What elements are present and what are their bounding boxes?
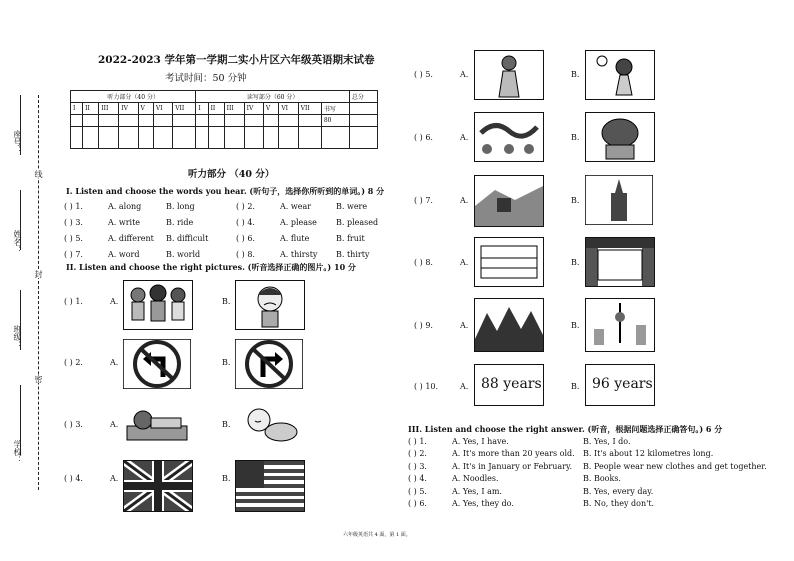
total-header: 总分 — [349, 91, 377, 103]
option-a: A. flute — [280, 234, 310, 243]
great-wall-picture — [474, 175, 544, 227]
city-tower-picture — [585, 298, 655, 352]
item-number: ( ) 5. — [64, 234, 83, 243]
statue-picture — [474, 50, 544, 100]
option-a: A. write — [108, 218, 141, 227]
seat-number-label: 座号： — [13, 130, 22, 154]
item-number: ( ) 6. — [236, 234, 255, 243]
years-a-text: 88 years — [481, 376, 542, 392]
no-right-turn-sign — [235, 339, 303, 389]
col-label: II — [208, 103, 224, 115]
theatre-stage-picture — [585, 237, 655, 287]
name-label: 姓名： — [13, 230, 22, 254]
item-number: ( ) 5. — [408, 486, 427, 496]
option-a: A. Yes, I am. — [452, 486, 502, 496]
item-number: ( ) 8. — [236, 250, 255, 259]
col-label: VII — [173, 103, 196, 115]
item-number: ( ) 4. — [64, 474, 83, 483]
option-b-label: B. — [222, 358, 231, 367]
exam-title: 2022-2023 学年第一学期二实小片区六年级英语期末试卷 — [98, 54, 375, 66]
col-label: I — [71, 103, 83, 115]
item-number: ( ) 2. — [408, 449, 427, 459]
option-b: B. fruit — [336, 234, 365, 243]
us-flag-picture — [235, 460, 305, 512]
option-a-label: A. — [460, 133, 469, 142]
option-b: B. pleased — [336, 218, 379, 227]
option-b-label: B. — [222, 297, 231, 306]
exam-time: 考试时间：50 分钟 — [165, 73, 247, 84]
school-label: 学校： — [13, 440, 22, 464]
item-number: ( ) 1. — [64, 297, 83, 306]
option-a-label: A. — [460, 196, 469, 205]
section1-heading: I. Listen and choose the words you hear. (听句子，选择你所听到的单词。) 8 分 — [66, 186, 385, 196]
col-label: VI — [153, 103, 172, 115]
option-a: A. Yes, they do. — [452, 499, 514, 508]
item-number: ( ) 9. — [414, 321, 433, 330]
sleeping-baby-picture — [235, 400, 303, 446]
option-a-label: A. — [110, 420, 119, 429]
years-b-text: 96 years — [592, 376, 653, 392]
dragon-dance-picture — [474, 112, 544, 162]
col-label: II — [83, 103, 99, 115]
col-label: I — [196, 103, 208, 115]
col-label: III — [224, 103, 244, 115]
listen-part-header: 听力部分（40 分） — [71, 91, 196, 103]
option-a-label: A. — [460, 70, 469, 79]
section3-heading: III. Listen and choose the right answer. (听音，根据问题选择正确答句。) 6 分 — [408, 424, 723, 434]
option-b-label: B. — [571, 258, 580, 267]
section2-heading: II. Listen and choose the right pictures. (听音选择正确的图片。) 10 分 — [66, 262, 356, 272]
option-b: B. thirty — [336, 250, 370, 259]
item-number: ( ) 1. — [64, 202, 83, 211]
option-b-label: B. — [222, 420, 231, 429]
option-a-label: A. — [110, 297, 119, 306]
option-a-label: A. — [110, 358, 119, 367]
col-label: III — [99, 103, 119, 115]
no-left-turn-sign — [123, 339, 191, 389]
item-number: ( ) 4. — [408, 474, 427, 484]
option-a: A. It's more than 20 years old. — [452, 449, 575, 459]
col-label: VI — [279, 103, 298, 115]
item-number: ( ) 5. — [414, 70, 433, 79]
option-b-label: B. — [222, 474, 231, 483]
option-a-label: A. — [460, 258, 469, 267]
item-number: ( ) 7. — [414, 196, 433, 205]
option-b-label: B. — [571, 382, 580, 391]
option-b: B. world — [166, 250, 201, 259]
option-b-label: B. — [571, 133, 580, 142]
binding-line — [38, 95, 39, 490]
writing-score: 80 — [321, 115, 349, 127]
seal-line-text: 线 — [34, 170, 43, 178]
item-number: ( ) 6. — [414, 133, 433, 142]
item-number: ( ) 3. — [408, 461, 427, 471]
option-a: A. along — [108, 202, 142, 211]
skyscraper-picture — [585, 175, 653, 225]
option-a-label: A. — [460, 321, 469, 330]
col-label: V — [138, 103, 153, 115]
option-a: A. Noodles. — [452, 474, 499, 484]
option-b: B. ride — [166, 218, 194, 227]
class-label: 班级： — [13, 325, 22, 349]
years-b-box — [585, 364, 655, 406]
uk-flag-picture — [123, 460, 193, 512]
option-a-label: A. — [460, 382, 469, 391]
listening-heading: 听力部分 （40 分） — [188, 169, 275, 180]
item-number: ( ) 4. — [236, 218, 255, 227]
option-b-label: B. — [571, 196, 580, 205]
option-a: A. wear — [280, 202, 312, 211]
option-b: B. Books. — [583, 474, 621, 484]
years-a-box — [474, 364, 544, 406]
option-a: A. Yes, I have. — [452, 437, 509, 446]
option-b-label: B. — [571, 70, 580, 79]
item-number: ( ) 3. — [64, 218, 83, 227]
option-b: B. People wear new clothes and get together. — [583, 461, 767, 471]
mountains-picture — [474, 298, 544, 352]
option-b: B. Yes, I do. — [583, 437, 631, 446]
item-number: ( ) 6. — [408, 499, 427, 508]
sad-boy-picture — [235, 280, 305, 330]
kids-group-picture — [123, 280, 193, 330]
lion-dance-picture — [585, 112, 655, 162]
library-picture — [474, 237, 544, 287]
page-footer: 六年级英语共 4 面，第 1 面。 — [343, 532, 411, 538]
sleeping-girl-picture — [123, 400, 191, 446]
item-number: ( ) 10. — [414, 382, 439, 391]
option-a: A. thirsty — [280, 250, 318, 259]
option-a: A. please — [280, 218, 317, 227]
option-b: B. Yes, every day. — [583, 486, 654, 496]
option-b-label: B. — [571, 321, 580, 330]
col-label: V — [263, 103, 278, 115]
seal-seal-text: 封 — [34, 270, 43, 278]
option-b: B. were — [336, 202, 368, 211]
option-b: B. long — [166, 202, 195, 211]
option-a: A. word — [108, 250, 140, 259]
col-label: IV — [119, 103, 138, 115]
option-b: B. No, they don't. — [583, 499, 655, 508]
option-b: B. difficult — [166, 234, 209, 243]
col-label: VII — [298, 103, 321, 115]
read-part-header: 读写部分（60 分） — [196, 91, 349, 103]
option-a: A. different — [108, 234, 154, 243]
col-label: IV — [244, 103, 263, 115]
item-number: ( ) 7. — [64, 250, 83, 259]
seal-secret-text: 密 — [34, 375, 43, 383]
score-table — [70, 90, 378, 149]
option-a: A. It's in January or February. — [452, 461, 572, 471]
col-label: 书写 — [321, 103, 349, 115]
option-b: B. It's about 12 kilometres long. — [583, 449, 714, 459]
item-number: ( ) 1. — [408, 437, 427, 446]
item-number: ( ) 8. — [414, 258, 433, 267]
item-number: ( ) 3. — [64, 420, 83, 429]
item-number: ( ) 2. — [236, 202, 255, 211]
item-number: ( ) 2. — [64, 358, 83, 367]
option-a-label: A. — [110, 474, 119, 483]
girl-sun-picture — [585, 50, 655, 100]
